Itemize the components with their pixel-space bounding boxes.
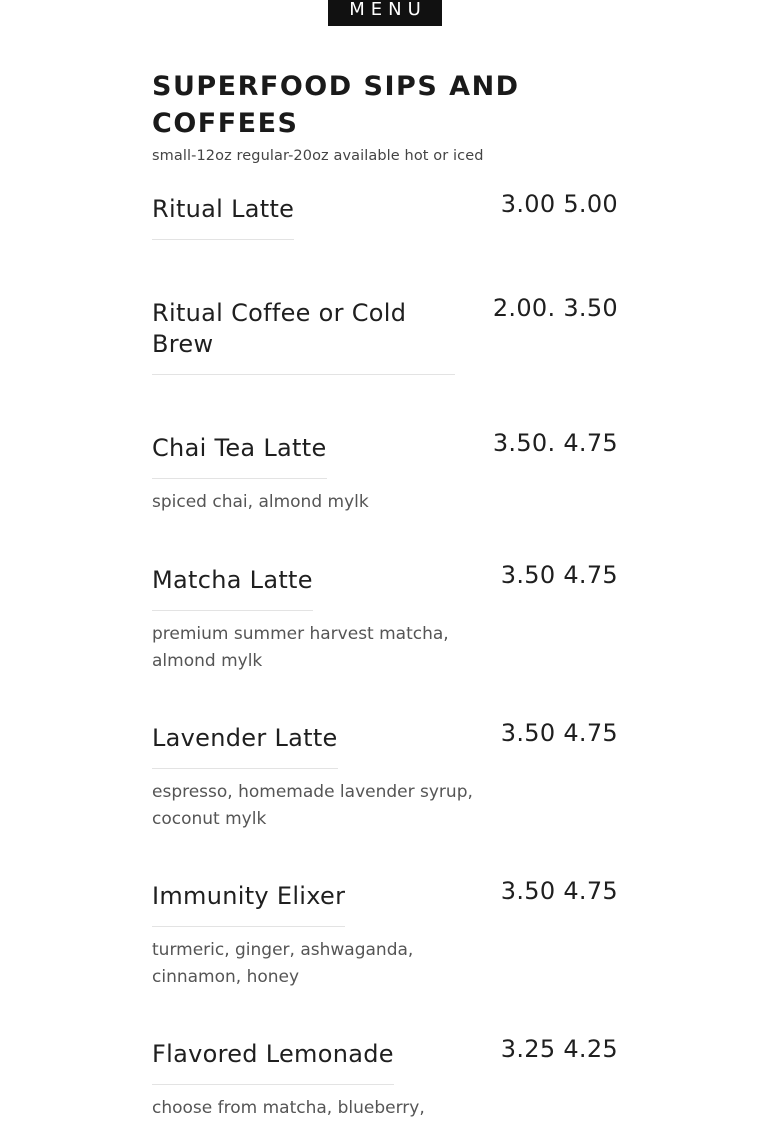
- item-name-underline: [152, 565, 313, 611]
- item-name: Ritual Coffee or Cold Brew: [152, 299, 407, 358]
- item-name-underline: [152, 723, 338, 769]
- item-description: premium summer harvest matcha, almond mylk: [152, 624, 449, 671]
- menu-item: [152, 294, 618, 375]
- menu-item: [152, 561, 618, 675]
- item-name-underline: [152, 1039, 394, 1085]
- item-name-underline: [152, 433, 327, 479]
- item-name-underline: [152, 194, 294, 240]
- menu-item: [152, 429, 618, 516]
- item-name: Matcha Latte: [152, 566, 313, 594]
- item-price: 3.50 4.75: [500, 719, 618, 747]
- item-name: Ritual Latte: [152, 195, 295, 223]
- item-description: choose from matcha, blueberry,: [152, 1098, 425, 1118]
- item-price: 3.00 5.00: [500, 190, 618, 218]
- item-description: espresso, homemade lavender syrup, coconut mylk: [152, 782, 473, 829]
- item-price: 3.50 4.75: [500, 561, 618, 589]
- menu-item: [152, 190, 618, 240]
- item-price: 2.00. 3.50: [492, 294, 618, 322]
- item-price: 3.50 4.75: [500, 877, 618, 905]
- item-description: turmeric, ginger, ashwaganda, cinnamon, honey: [152, 940, 414, 987]
- item-name: Immunity Elixer: [152, 882, 346, 910]
- menu-tab-button[interactable]: MENU: [328, 0, 442, 26]
- item-name-underline: [152, 298, 455, 375]
- item-name: Flavored Lemonade: [152, 1040, 394, 1068]
- menu-item: [152, 1035, 618, 1122]
- item-description: spiced chai, almond mylk: [152, 492, 369, 512]
- menu-item: [152, 877, 618, 991]
- item-name-underline: [152, 881, 345, 927]
- menu-item: [152, 719, 618, 833]
- item-name: Chai Tea Latte: [152, 434, 327, 462]
- item-price: 3.50. 4.75: [492, 429, 618, 457]
- item-name: Lavender Latte: [152, 724, 338, 752]
- section-title: SUPERFOOD SIPS AND COFFEES: [152, 71, 520, 139]
- section-subtitle: small-12oz regular-20oz available hot or iced: [152, 148, 484, 164]
- item-price: 3.25 4.25: [500, 1035, 618, 1063]
